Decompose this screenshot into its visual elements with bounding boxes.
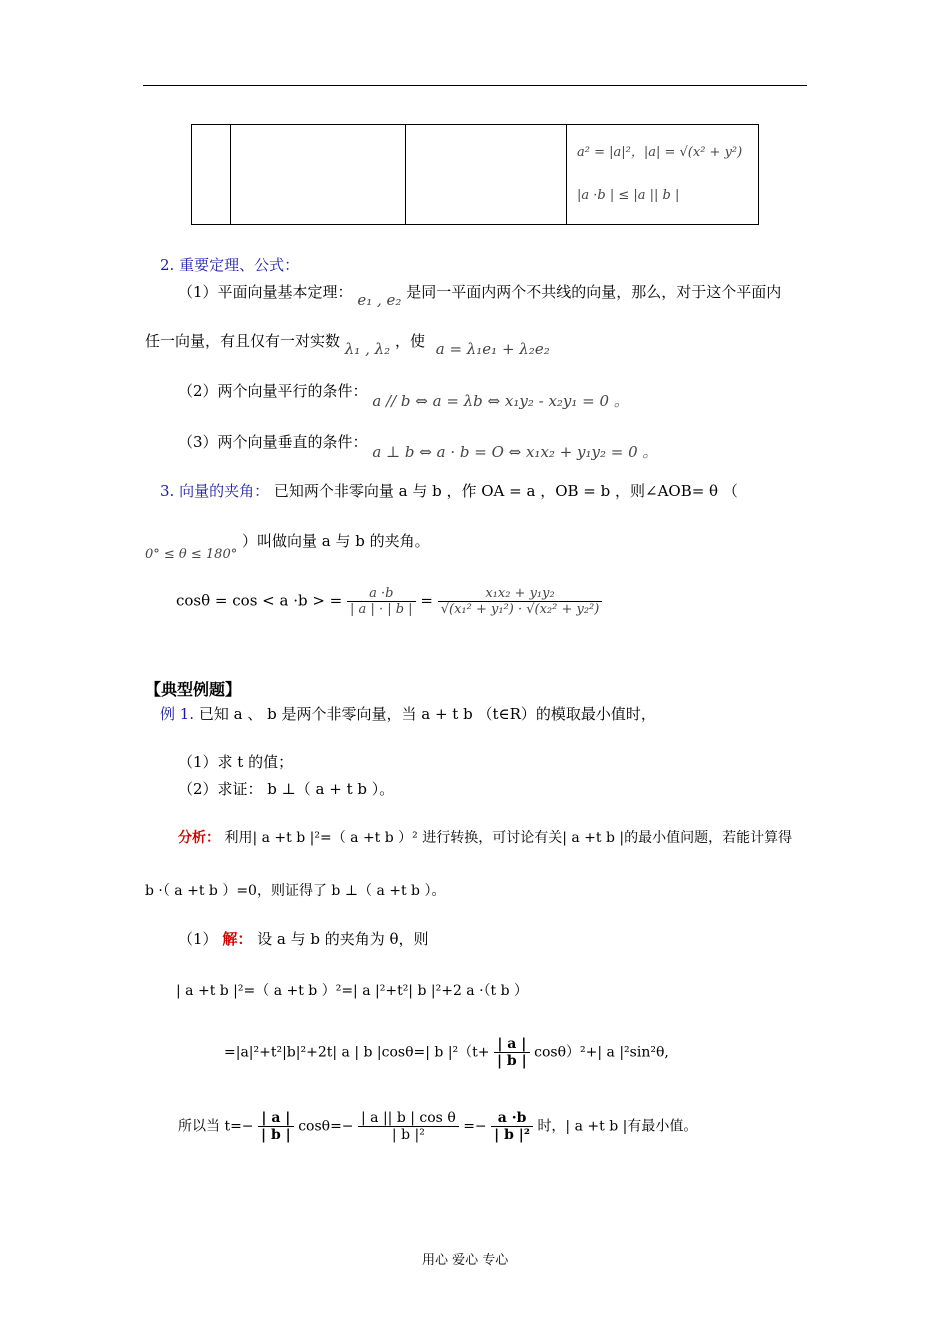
theorem1-equation: a = λ₁e₁ + λ₂e₂ bbox=[435, 340, 550, 358]
parallel-label: （2）两个向量平行的条件： bbox=[178, 382, 368, 400]
table-cell-1 bbox=[192, 125, 231, 225]
solution-label: 解： bbox=[222, 930, 253, 948]
equation3-fraction-1 bbox=[258, 1110, 294, 1143]
fraction2-numerator: x₁x₂ + y₁y₂ bbox=[438, 586, 603, 602]
example1-text: 已知 a 、 b 是两个非零向量，当 a + t b （t∈R）的模取最小值时， bbox=[198, 705, 656, 723]
equation2-part1: =|a|²+t²|b|²+2t| a | b |cosθ=| b |²（t+ bbox=[224, 1044, 490, 1061]
parallel-equation: a // b ⇔ a = λb ⇔ x₁y₂ - x₂y₁ = 0 。 bbox=[372, 392, 629, 410]
fraction1-denominator: | a | · | b | bbox=[350, 602, 413, 617]
question-1: （1）求 t 的值； bbox=[178, 753, 294, 771]
header-rule bbox=[143, 85, 807, 86]
perpendicular-condition bbox=[178, 431, 658, 461]
fraction1-numerator: a ·b bbox=[347, 586, 416, 602]
question-2: （2）求证： b ⊥（ a + t b ）。 bbox=[178, 780, 395, 798]
perpendicular-equation: a ⊥ b ⇔ a · b = O ⇔ x₁x₂ + y₁y₂ = 0 。 bbox=[372, 443, 658, 461]
cosine-formula bbox=[176, 586, 602, 617]
example1-statement bbox=[160, 703, 656, 724]
cosine-fraction-1 bbox=[347, 586, 416, 617]
theorem1-line2 bbox=[145, 330, 550, 358]
solution-equation-3 bbox=[178, 1110, 697, 1143]
equation3-fraction-2 bbox=[358, 1110, 459, 1143]
examples-heading: 【典型例题】 bbox=[145, 680, 242, 699]
solution-text: 设 a 与 b 的夹角为 θ，则 bbox=[257, 930, 429, 948]
analysis-text: 利用| a +t b |²=（ a +t b ）² 进行转换，可讨论有关| a +t b |的最小值问题，若能计算得 bbox=[224, 830, 793, 846]
equation3-f2-numerator: | a || b | cos θ bbox=[358, 1110, 459, 1127]
equation3-fraction-3 bbox=[491, 1110, 533, 1143]
angle-definition-line2 bbox=[145, 530, 430, 562]
equation3-f3-denominator: | b |² bbox=[494, 1127, 530, 1143]
solution-prefix: （1） bbox=[178, 930, 218, 948]
angle-definition-line1 bbox=[160, 480, 738, 501]
table-formula-1: a² = |a|²，|a| = √(x² + y²) bbox=[577, 145, 743, 160]
cosine-fraction-2 bbox=[438, 586, 603, 617]
theorem1-vectors: e₁ , e₂ bbox=[357, 291, 402, 309]
section3-heading: 3. 向量的夹角： bbox=[160, 482, 270, 500]
theorem1-label: （1）平面向量基本定理： bbox=[178, 283, 353, 301]
theorem1-text: 是同一平面内两个不共线的向量，那么，对于这个平面内 bbox=[406, 283, 782, 301]
equation3-f1-denominator: | b | bbox=[261, 1127, 291, 1143]
analysis-line1 bbox=[178, 827, 792, 847]
angle-range: 0° ≤ θ ≤ 180° bbox=[145, 547, 238, 562]
summary-table bbox=[191, 124, 759, 225]
equation2-numerator: | a | bbox=[494, 1036, 530, 1053]
equation3-part3: =− bbox=[463, 1118, 487, 1135]
example1-label: 例 1. bbox=[160, 705, 195, 723]
parallel-condition bbox=[178, 380, 629, 410]
equation3-part4: 时，| a +t b |有最小值。 bbox=[537, 1118, 698, 1135]
page-footer: 用心 爱心 专心 bbox=[422, 1253, 509, 1268]
equation2-denominator: | b | bbox=[496, 1053, 527, 1069]
solution-equation-2 bbox=[224, 1036, 669, 1069]
theorem1-text2: 任一向量，有且仅有一对实数 bbox=[145, 332, 341, 350]
cosine-equals: = bbox=[420, 591, 433, 610]
equation3-f1-numerator: | a | bbox=[258, 1110, 294, 1127]
perpendicular-label: （3）两个向量垂直的条件： bbox=[178, 433, 368, 451]
equation3-f3-numerator: a ·b bbox=[491, 1110, 533, 1127]
equation2-part2: cosθ）²+| a |²sin²θ, bbox=[534, 1044, 669, 1061]
angle-definition-text2: ）叫做向量 a 与 b 的夹角。 bbox=[242, 532, 430, 550]
solution-equation-1: | a +t b |²=（ a +t b ）²=| a |²+t²| b |²+2 a ·（t b ） bbox=[176, 983, 529, 999]
fraction2-denominator: √(x₁² + y₁²) · √(x₂² + y₂²) bbox=[440, 602, 600, 617]
table-formula-2: |a ·b | ≤ |a || b | bbox=[577, 188, 680, 203]
angle-definition-text: 已知两个非零向量 a 与 b ，作 OA = a ，OB = b ，则∠AOB= θ （ bbox=[273, 482, 738, 500]
equation3-f2-denominator: | b |² bbox=[391, 1127, 425, 1143]
equation3-part1: 所以当 t=− bbox=[178, 1118, 254, 1135]
cosine-left: cosθ = cos < a ·b > = bbox=[176, 591, 343, 610]
theorem1-lambdas: λ₁ , λ₂ bbox=[344, 340, 391, 358]
section2-heading: 2. 重要定理、公式： bbox=[160, 256, 300, 274]
analysis-line2: b ·（ a +t b ）=0，则证得了 b ⊥（ a +t b ）。 bbox=[145, 883, 446, 899]
theorem1-line1 bbox=[178, 281, 782, 309]
equation3-part2: cosθ=− bbox=[298, 1118, 354, 1135]
solution-intro bbox=[178, 928, 429, 949]
analysis-label: 分析： bbox=[178, 830, 220, 846]
table-cell-formulas bbox=[567, 125, 759, 225]
table-cell-3 bbox=[406, 125, 567, 225]
table-cell-2 bbox=[231, 125, 406, 225]
equation2-fraction bbox=[494, 1036, 530, 1069]
theorem1-text3: ，使 bbox=[394, 332, 425, 350]
